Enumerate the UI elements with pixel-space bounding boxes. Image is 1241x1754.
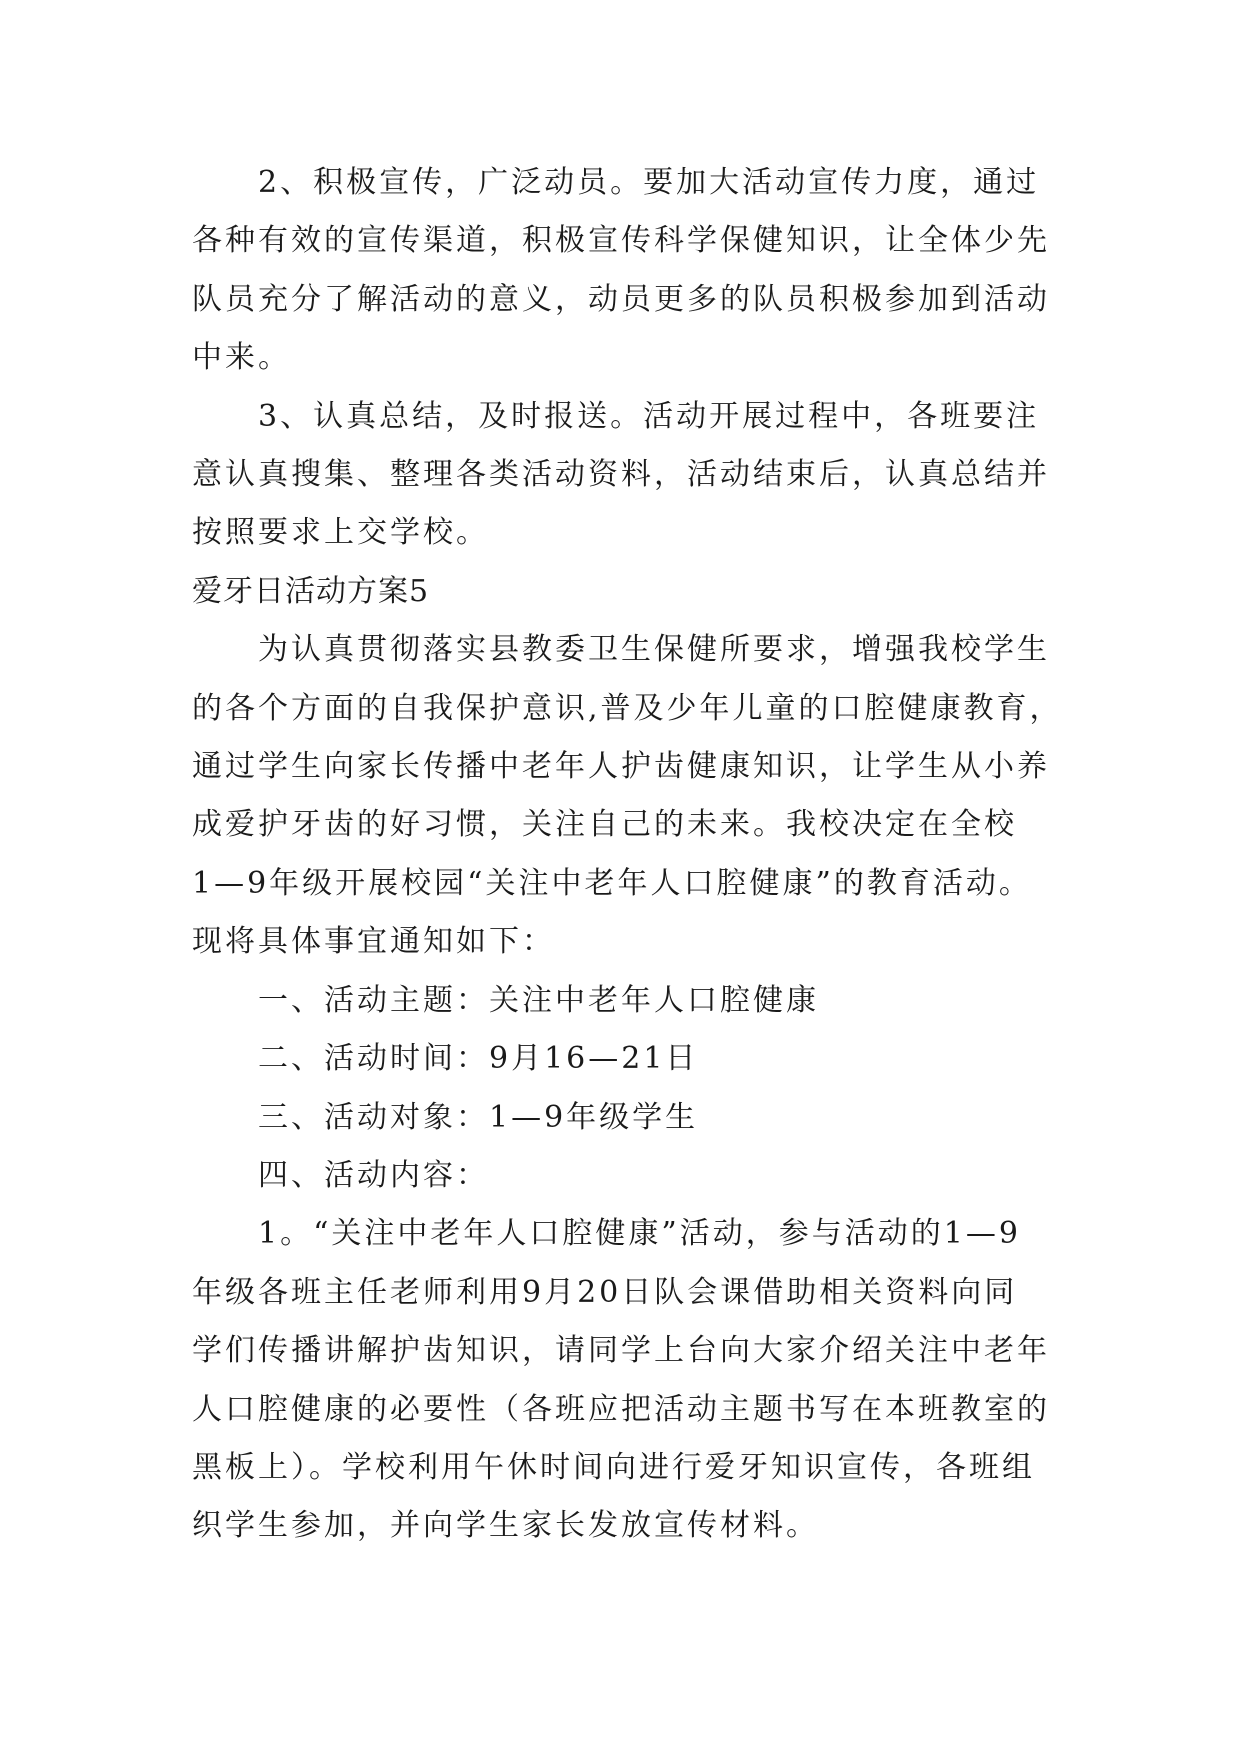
text-line: 成爱护牙齿的好习惯，关注自己的未来。我校决定在全校 <box>192 807 1017 843</box>
text-line: 意认真搜集、整理各类活动资料，活动结束后，认真总结并 <box>192 457 1050 493</box>
text-line: 人口腔健康的必要性（各班应把活动主题书写在本班教室的 <box>192 1391 1050 1427</box>
text-line: 年级各班主任老师利用9月20日队会课借助相关资料向同 <box>192 1274 1018 1310</box>
text-line: 队员充分了解活动的意义，动员更多的队员积极参加到活动 <box>192 281 1050 317</box>
text-line: 2、积极宣传，广泛动员。要加大活动宣传力度，通过 <box>192 165 1040 200</box>
text-line: 通过学生向家长传播中老年人护齿健康知识，让学生从小养 <box>192 749 1050 785</box>
text-line: 中来。 <box>192 340 291 376</box>
text-line: 织学生参加，并向学生家长发放宣传材料。 <box>192 1508 819 1544</box>
text-line: 按照要求上交学校。 <box>192 515 489 551</box>
list-item: 三、活动对象：1—9年级学生 <box>192 1099 699 1135</box>
text-line: 各种有效的宣传渠道，积极宣传科学保健知识，让全体少先 <box>192 223 1050 259</box>
section-heading: 爱牙日活动方案5 <box>192 573 430 609</box>
list-item: 二、活动时间：9月16—21日 <box>192 1041 699 1077</box>
text-line: 为认真贯彻落实县教委卫生保健所要求，增强我校学生 <box>192 632 1050 668</box>
list-item: 一、活动主题：关注中老年人口腔健康 <box>192 982 819 1018</box>
text-line: 的各个方面的自我保护意识,普及少年儿童的口腔健康教育， <box>192 690 1063 726</box>
text-line: 1—9年级开展校园“关注中老年人口腔健康”的教育活动。 <box>192 865 1032 901</box>
list-item: 四、活动内容： <box>192 1157 489 1193</box>
text-line: 1。“关注中老年人口腔健康”活动，参与活动的1—9 <box>192 1216 1021 1252</box>
text-line: 学们传播讲解护齿知识，请同学上台向大家介绍关注中老年 <box>192 1333 1050 1369</box>
document-body <box>192 154 1063 1556</box>
text-line: 3、认真总结，及时报送。活动开展过程中，各班要注 <box>192 398 1040 434</box>
text-line: 现将具体事宜通知如下： <box>192 924 555 960</box>
text-line: 黑板上）。学校利用午休时间向进行爱牙知识宣传，各班组 <box>192 1449 1035 1485</box>
